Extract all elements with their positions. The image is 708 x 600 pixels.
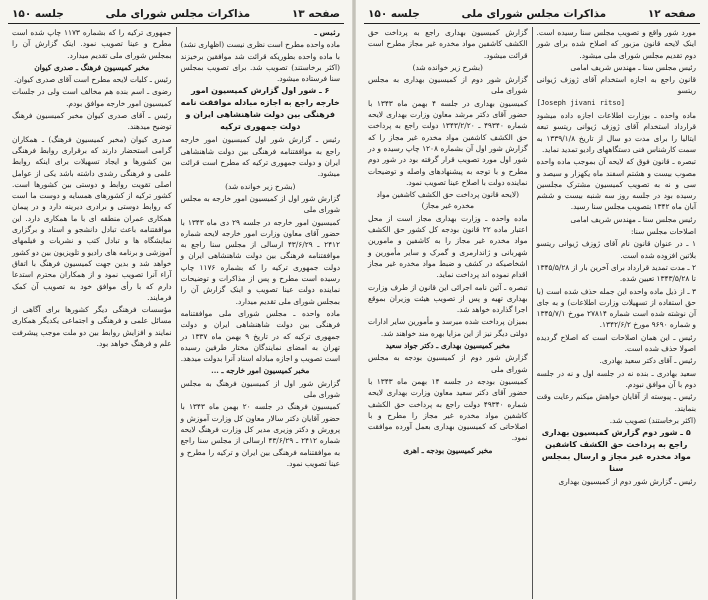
latin-name: [Joseph jivani ritso] — [536, 98, 626, 107]
signature-line: مخبر کمیسیون امور خارجه ـ ... — [211, 366, 310, 376]
page-number: صفحه ۱۳ — [291, 8, 340, 20]
paragraph: گزارش شور اول از کمیسیون امور خارجه به مجلس شورای ملی — [180, 193, 340, 215]
paragraph: ۲ ـ مدت تمدید قرارداد برای آخرین بار از ۱۳۴۵/۵/۲۸ تا ۱۳۴۳/۵/۲۸ تعیین شده. — [536, 262, 696, 284]
paragraph: رئیس مجلس سنا ـ مهندس شریف امامی — [570, 214, 696, 224]
paragraph: ماده واحده مطرح است نظری نیست (اظهاری نشد) با ماده واحده بطوریکه قرائت شد موافقین برخیزند (اکثر برخاستند) تصویب شد. برای تصویب بمجلس سنا فرستاده میشود. — [180, 40, 340, 84]
page-number: صفحه ۱۲ — [647, 8, 696, 20]
paragraph: رئیس ـ گزارش شور دوم از کمیسیون بهداری — [558, 477, 696, 487]
paragraph: صدری کیوان (مخبر کمیسیون فرهنگ) ـ همکاران گرامی استحضار دارند که برقراری روابط فرهنگی بین کشورها و ایجاد تسهیلات برای اینکه روابط علمی و فرهنگی رشدی داشته باشد یکی از عوامل اصلی تقویت روابط و دوستی بین کشورها است. کشور ترکیه از کشورهای همسایه و دوست ما است که روابط دوستی و برادری دیرینه دارد و در پیمان همکاری عمران منطقه ای با ما همکاری دارد. این موافقتنامه باعث تبادل دانشجو و استاد و برگزاری نمایشگاه ها و تبادل کتب و نشریات و فیلمهای آموزشی و برنامه های رادیو و تلویزیون بین دو کشور خواهد شد و بدین جهت کمیسیون فرهنگ با اتفاق آراء آنرا تصویب نمود و از همکاران محترم استدعا دارم که با رأی موافق خود به تصویب آن کمک فرمایند. — [12, 134, 172, 302]
right-page — [356, 0, 708, 600]
read-note: (بشرح زیر خوانده شد) — [225, 181, 296, 191]
paragraph: رئیس ـ این همان اصلاحات است که اصلاح گردیده اصولا حذف شده است. — [536, 332, 696, 354]
paragraph: مؤسسات فرهنگی دیگر کشورها برای آگاهی از مسائل علمی و فرهنگی و اجتماعی یکدیگر همکاری نمایند و افزایش روابط بین دو ملت موجب پیشرفت علم و فرهنگ خواهد بود. — [12, 305, 172, 349]
paragraph: کمیسیون بودجه در جلسه ۱۴ بهمن ماه ۱۳۴۳ با حضور آقای دکتر سعید معاون وزارت بهداری لایحه شماره ۴۹۳۴۰ دولت راجع به پرداخت حق الکشف کاشفین مواد مخدره غیر مجاز را مطرح و با اصلاحاتی که کمیسیون بهداری بعمل آورده موافقت نمود. — [368, 376, 528, 443]
running-header — [8, 6, 344, 24]
column-right — [533, 27, 701, 599]
signature-line: مخبر کمیسیون بودجه ـ اهری — [403, 445, 493, 455]
paragraph: گزارش کمیسیون بهداری راجع به پرداخت حق الکشف کاشفین مواد مخدره غیر مجاز مطرح است قرائت میشود. — [368, 28, 528, 60]
paragraph: رضوی ـ اسم بنده هم مخالف است ولی در جلسات کمیسیون امور خارجه موافق بودم. — [12, 87, 172, 108]
paragraph: ۱ ـ در عنوان قانون نام آقای ژوزف ژیوانی ریتسو بلاتین افزوده شده است. — [536, 239, 696, 260]
paragraph: گزارش شور اول از کمیسیون فرهنگ به مجلس شورای ملی — [180, 378, 340, 400]
journal-title: مذاکرات مجلس شورای ملی — [105, 8, 251, 20]
paragraph: اصلاحات مجلس سنا: — [631, 227, 696, 237]
paragraph: (اکثر برخاستند) تصویب شد. — [609, 415, 696, 425]
text-columns — [364, 27, 700, 599]
paragraph: تبصره ـ آئین نامه اجرائی این قانون از طرف وزارت بهداری تهیه و پس از تصویب هیئت وزیران بموقع اجرا گذارده خواهد شد. — [368, 282, 528, 315]
paragraph: رئیس ـ پیوسته از آقایان خواهش میکنم رعایت وقت بنمایند. — [536, 392, 696, 413]
paragraph: جمهوری ترکیه را که بشماره ۱۱۷۳ چاپ شده است مطرح و عینا تصویب نمود. اینک گزارش آن را بمجلس شورای ملی تقدیم میدارد. — [12, 28, 172, 60]
paragraph: ۳ ـ از ذیل ماده واحده این جمله حذف شده است (با حق استفاده از تسهیلات وزارت اطلاعات) و به جای آن نوشته شده است شماره ۲۷۸۱۴ مورخ ۱۳۴۵/۷/۱ و شماره ۹۶۹۰ مورخ ۱۳۴۲/۶/۲. — [536, 286, 696, 330]
paragraph: ماده واحده ـ مجلس شورای ملی موافقتنامه فرهنگی بین دولت شاهنشاهی ایران و دولت جمهوری ترکیه که در تاریخ ۹ بهمن ماه ۱۳۳۷ در تهران به امضای نمایندگان مختار طرفین رسیده است تصویب و اجازه مبادله اسناد آنرا بدولت میدهد. — [180, 308, 341, 364]
read-note: (لایحه قانون پرداخت حق الکشف کاشفین مواد مخدره غیر مجاز) — [376, 190, 519, 211]
text-columns — [8, 27, 344, 599]
speaker-label: رئیس ـ — [314, 28, 340, 37]
paragraph: قانون راجع به اجازه استخدام آقای ژوزف ژیوانی ریتسو — [536, 75, 696, 96]
paragraph: رئیس مجلس سنا ـ مهندس شریف امامی — [570, 62, 696, 72]
journal-title: مذاکرات مجلس شورای ملی — [461, 8, 607, 20]
paragraph: ماده واحده ـ بوزارت اطلاعات اجازه داده میشود قرارداد استخدام آقای ژوزف ژیوانی ریتسو تبعه ایتالیا را برای مدت دو سال از تاریخ ۱۳۳۹/۱/۸ به سمت کارشناس فنی دستگاههای رادیو تمدید نماید. — [536, 111, 696, 154]
signature-line: مخبر کمیسیون بهداری ـ دکتر جواد سعید — [385, 341, 510, 351]
session-number: جلسه ۱۵۰ — [368, 8, 420, 20]
section-heading: ۵ ـ شور دوم گزارش کمیسیون بهداری راجع به پرداخت حق الکشف کاشفین مواد مخدره غیر مجاز و ارسال بمجلس سنا — [541, 428, 691, 474]
column-right — [177, 27, 345, 599]
session-number: جلسه ۱۵۰ — [12, 8, 64, 20]
paragraph: رئیس ـ کلیات لایحه مطرح است آقای صدری کیوان. — [13, 75, 172, 85]
paragraph: کمیسیون بهداری در جلسه ۴ بهمن ماه ۱۳۴۳ با حضور آقای دکتر مرشد معاون وزارت بهداری لایحه شماره ۴۹۳۴۰ ـ ۱۳۴۳/۲/۲۰ دولت راجع به پرداخت حق الکشف کاشفین مواد مخدره غیر مجاز را که گزارش شور اول آن بشماره ۱۲۰۸ چاپ رسیده و در شور اول مورد تصویب قرار گرفته بود در شور دوم مطرح و با توجه به پیشنهادهای واصله و توضیحات نماینده دولت با اصلاح عینا تصویب نمود. — [368, 98, 528, 187]
section-heading: ۶ ـ شور اول گزارش کمیسیون امور خارجه راجع به اجازه مبادله موافقت نامه فرهنگی بین دولت شاهنشاهی ایران و دولت جمهوری ترکیه — [180, 86, 340, 132]
paragraph: کمیسیون فرهنگ در جلسه ۲۰ بهمن ماه ۱۳۴۳ با حضور آقایان دکتر سالار معاون کل وزارت آموزش و پرورش و دکتر وزیری مدیر کل وزارت فرهنگ لایحه شماره ۲۴۱۲ ـ ۴۳/۶/۲۹ ارسالی از مجلس سنا راجع به موافقتنامه فرهنگی بین ایران و ترکیه را مطرح و عینا تصویب نمود. — [180, 402, 340, 468]
paragraph: مورد شور واقع و تصویب مجلس سنا رسیده است. اینک لایحه قانون مزبور که اصلاح شده برای شور دوم تقدیم مجلس شورای ملی میشود. — [536, 28, 696, 60]
column-left — [8, 27, 177, 599]
paragraph: رئیس ـ آقای دکتر سعید بهادری. — [599, 356, 696, 366]
signature-line: مخبر کمیسیون فرهنگ ـ صدری کیوان — [34, 62, 150, 72]
paragraph: بمیزان پرداخت شده میرسد و مأمورین سایر ادارات دولتی دیگر نیز از این مزایا بهره مند خواهند شد. — [368, 317, 528, 338]
read-note: (بشرح زیر خوانده شد) — [412, 62, 483, 72]
paragraph: رئیس ـ آقای صدری کیوان مخبر کمیسیون فرهنگ توضیح میدهند. — [12, 111, 172, 132]
paragraph: کمیسیون امور خارجه در جلسه ۲۹ دی ماه ۱۳۴۳ با حضور آقای معاون وزارت امور خارجه لایحه شماره ۲۴۱۲ ـ ۴۳/۶/۲۹ ارسالی از مجلس سنا راجع به موافقتنامه فرهنگی بین دولت شاهنشاهی ایران و دولت جمهوری ترکیه را که بشماره ۱۱۷۶ چاپ رسیده است مطرح و پس از مذاکرات و توضیحات نماینده دولت عینا تصویب و اینک گزارش آن را بمجلس شورای ملی تقدیم میدارد. — [180, 217, 340, 306]
left-page — [0, 0, 352, 600]
running-header — [364, 6, 700, 24]
paragraph: ماده واحده ـ وزارت بهداری مجاز است از محل اعتبار ماده ۲۲ قانون بودجه کل کشور حق الکشف مواد مخدره غیر مجاز را به کاشفین و مامورین شهربانی و ژاندارمری و گمرک و سایر مأمورین و اشخاصیکه در کشف و ضبط مواد مخدره غیر مجاز اقدام نموده اند پرداخت نماید. — [368, 213, 528, 280]
paragraph: گزارش شور دوم از کمیسیون بهداری به مجلس شورای ملی — [368, 75, 528, 96]
column-left — [364, 27, 533, 599]
paragraph: گزارش شور دوم از کمیسیون بودجه به مجلس شورای ملی — [368, 353, 528, 374]
paragraph: تبصره ـ قانون فوق که لایحه آن بموجب ماده واحده مصوب بیست و هشتم اسفند ماه یکهزار و سیصد و سی و نه به تصویب کمیسیون مشترک مجلسین رسیده بود در جلسه روز سه شنبه بیست و ششم آبان ماه ۱۳۴۲ بتصویب مجلس سنا رسید. — [536, 157, 696, 212]
paragraph: سعید بهادری ـ بنده نه در جلسه اول و نه در جلسه دوم با آن موافق نبودم. — [536, 368, 696, 389]
paragraph: رئیس ـ گزارش شور اول کمیسیون امور خارجه راجع به موافقتنامه فرهنگی بین دولت شاهنشاهی ایران و دولت جمهوری ترکیه که مطرح است قرائت میشود. — [180, 135, 340, 179]
